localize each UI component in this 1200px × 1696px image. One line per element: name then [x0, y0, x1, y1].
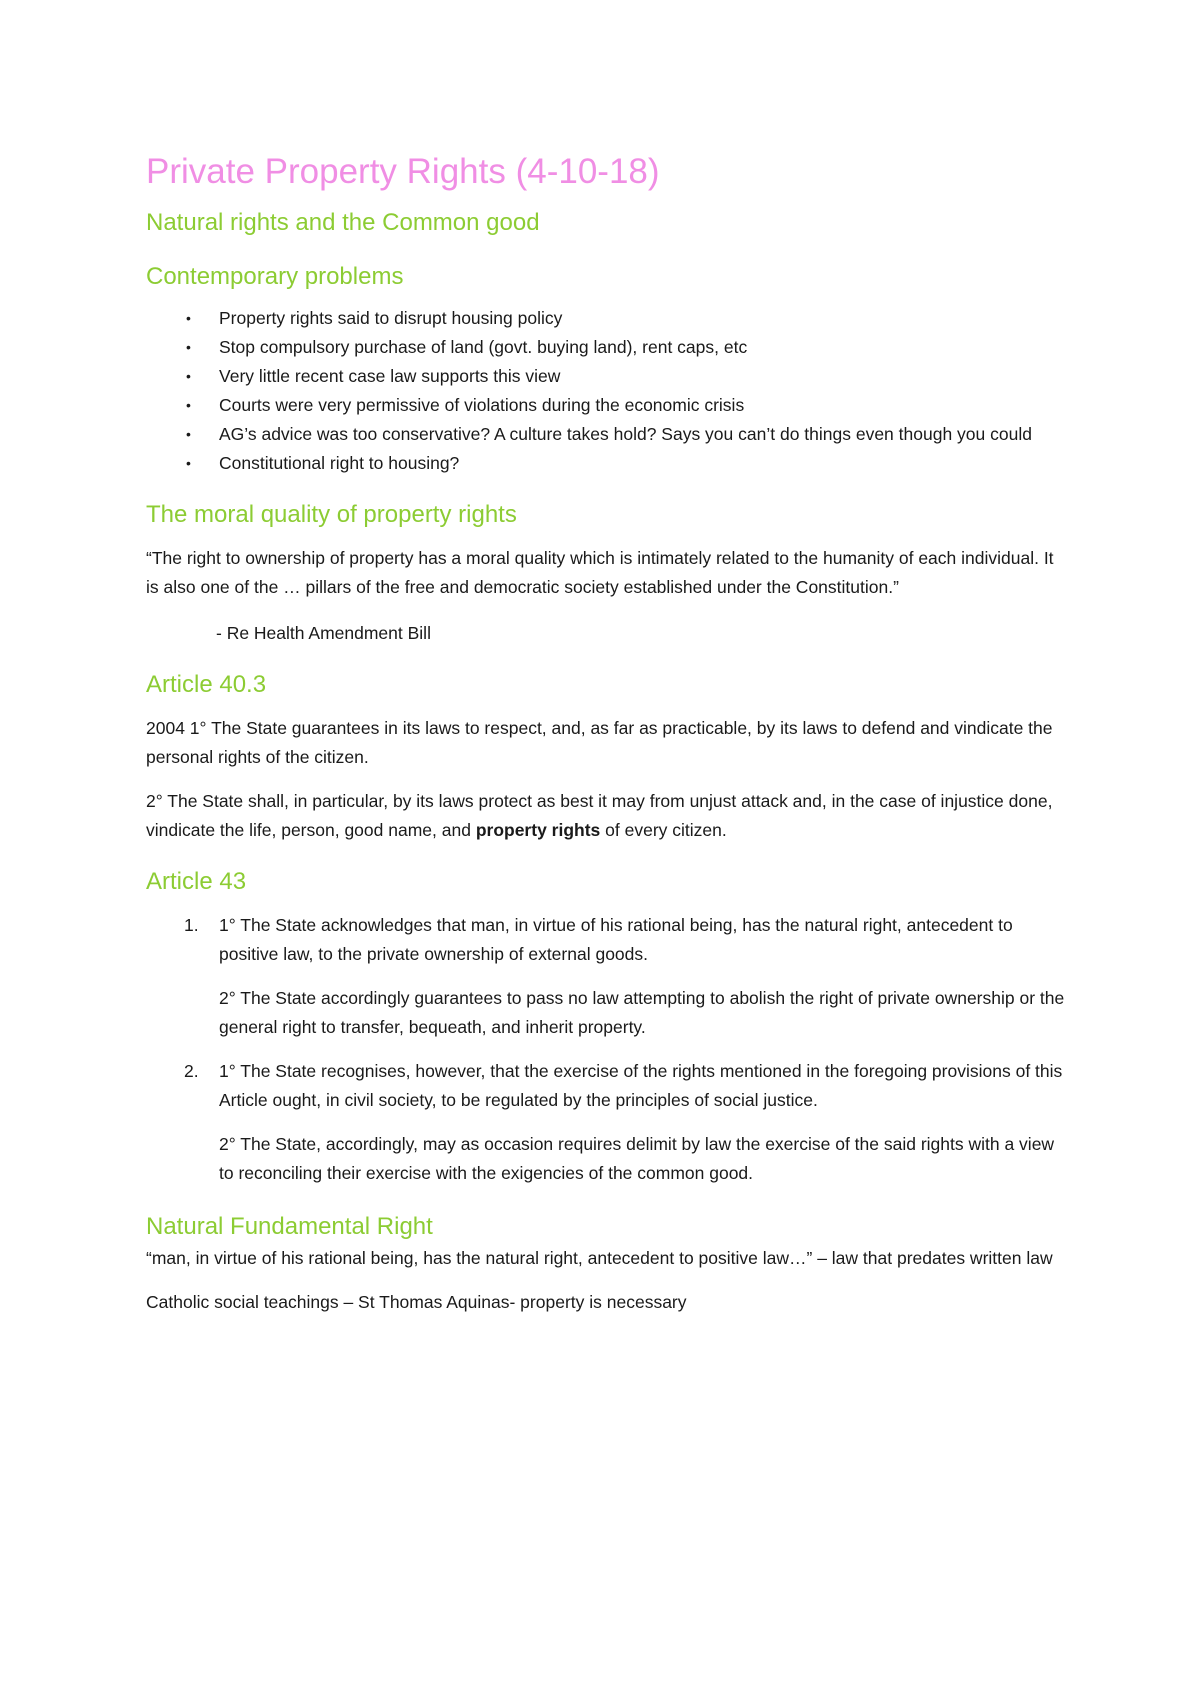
list-item	[146, 362, 1070, 391]
article-40-3-clause-2	[146, 787, 1070, 845]
list-item-text: AG’s advice was too conservative? A culture takes hold? Says you can’t do things even though you could	[219, 424, 1032, 444]
emphasis-property-rights: property rights	[475, 820, 601, 840]
heading-article-43: Article 43	[146, 868, 247, 895]
numbered-item	[146, 911, 1070, 1042]
bullet-icon: •	[186, 339, 191, 355]
moral-quality-quote: “The right to ownership of property has a moral quality which is intimately related to the humanity of each individual. It is also one of the … pillars of the free and democratic society established under the Constitution.”	[146, 548, 1054, 597]
list-item	[146, 420, 1070, 449]
list-item	[146, 391, 1070, 420]
item-number: 1.	[184, 915, 199, 935]
heading-natural-rights: Natural rights and the Common good	[146, 209, 540, 236]
clause-sub-1: 1° The State recognises, however, that the exercise of the rights mentioned in the foregoing provisions of this Article ought, in civil society, to be regulated by the principles of social justice.	[219, 1061, 1063, 1110]
contemporary-problems-list	[146, 304, 1070, 478]
numbered-item	[146, 1057, 1070, 1188]
bullet-icon: •	[186, 455, 191, 471]
heading-article-40-3: Article 40.3	[146, 671, 267, 698]
natural-right-explanation: “man, in virtue of his rational being, has the natural right, antecedent to positive law…” – law that predates written law	[146, 1248, 1053, 1268]
clause-sub-2: 2° The State, accordingly, may as occasion requires delimit by law the exercise of the said rights with a view to reconciling their exercise with the exigencies of the common good.	[219, 1134, 1055, 1183]
bullet-icon: •	[186, 368, 191, 384]
document-title: Private Property Rights (4-10-18)	[146, 152, 660, 191]
list-item	[146, 333, 1070, 362]
list-item	[146, 304, 1070, 333]
heading-natural-fundamental-right: Natural Fundamental Right	[146, 1213, 433, 1240]
clause-text: of every citizen.	[600, 820, 727, 840]
list-item-text: Constitutional right to housing?	[219, 453, 460, 473]
heading-moral-quality: The moral quality of property rights	[146, 501, 517, 528]
bullet-icon: •	[186, 397, 191, 413]
clause-sub-1: 1° The State acknowledges that man, in virtue of his rational being, has the natural right, antecedent to positive law, to the private ownership of external goods.	[219, 915, 1013, 964]
clause-text: 2° The State shall, in particular, by its laws protect as best it may from unjust attack and, in the case of injustice done, vindicate the life, person, good name, and	[146, 791, 1053, 840]
article-43-list	[146, 911, 1070, 1188]
article-40-3-clause-1: 2004 1° The State guarantees in its laws to respect, and, as far as practicable, by its laws to defend and vindicate the personal rights of the citizen.	[146, 718, 1053, 767]
list-item-text: Very little recent case law supports this view	[219, 366, 561, 386]
list-item	[146, 449, 1070, 478]
heading-contemporary-problems: Contemporary problems	[146, 263, 404, 290]
clause-sub-2: 2° The State accordingly guarantees to pass no law attempting to abolish the right of private ownership or the general right to transfer, bequeath, and inherit property.	[219, 988, 1065, 1037]
bullet-icon: •	[186, 310, 191, 326]
list-item-text: Property rights said to disrupt housing policy	[219, 308, 563, 328]
item-number: 2.	[184, 1061, 199, 1081]
bullet-icon: •	[186, 426, 191, 442]
list-item-text: Courts were very permissive of violations during the economic crisis	[219, 395, 745, 415]
quote-attribution: - Re Health Amendment Bill	[216, 623, 431, 643]
list-item-text: Stop compulsory purchase of land (govt. buying land), rent caps, etc	[219, 337, 748, 357]
catholic-teaching-note: Catholic social teachings – St Thomas Aquinas- property is necessary	[146, 1292, 687, 1312]
